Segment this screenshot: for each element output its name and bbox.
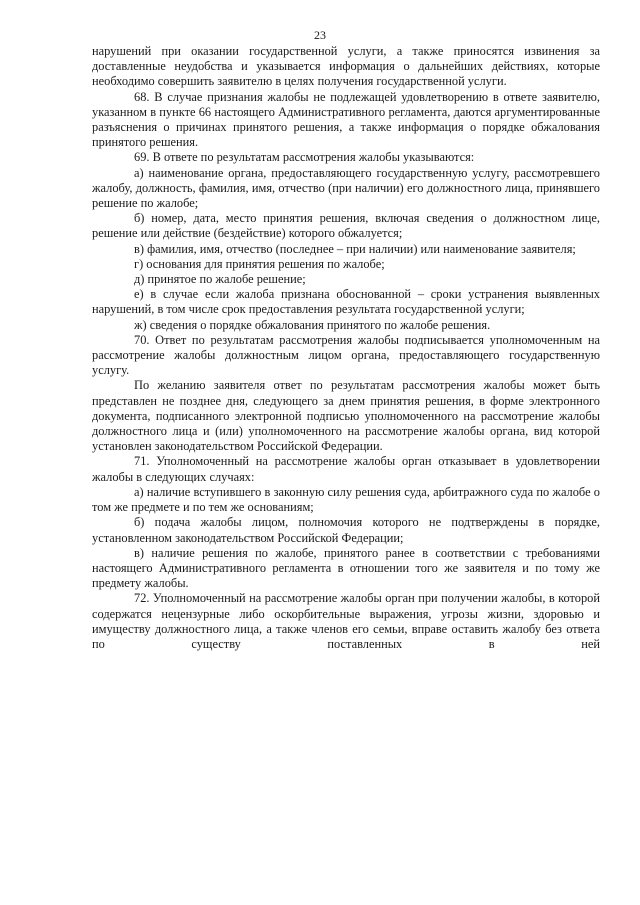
paragraph: 72. Уполномоченный на рассмотрение жалобы орган при получении жалобы, в которой содержатся нецензурные либо оскорбительные выражения, угрозы жизни, здоровью и имуществу должностного лица, а также членов его семьи, вправе оставить жалобу без ответа по существу поставленных в ней bbox=[92, 591, 600, 651]
list-item: в) фамилия, имя, отчество (последнее – при наличии) или наименование заявителя; bbox=[134, 241, 576, 256]
paragraph: 71. Уполномоченный на рассмотрение жалобы орган отказывает в удовлетворении жалобы в следующих случаях: bbox=[92, 454, 600, 484]
list-item: а) наличие вступившего в законную силу решения суда, арбитражного суда по жалобе о том же предмете и по тем же основаниям; bbox=[92, 484, 600, 515]
list-item: б) подача жалобы лицом, полномочия которого не подтверждены в порядке, установленном законодательством Российской Федерации; bbox=[92, 515, 600, 545]
list-item: г) основания для принятия решения по жалобе; bbox=[134, 256, 385, 271]
paragraph: 70. Ответ по результатам рассмотрения жалобы подписывается уполномоченным на рассмотрение жалобы должностным лицом органа, предоставляющего государственную услугу. bbox=[92, 332, 600, 378]
list-item: ж) сведения о порядке обжалования принятого по жалобе решения. bbox=[134, 317, 491, 332]
list-item: б) номер, дата, место принятия решения, включая сведения о должностном лице, решение или действие (бездействие) которого обжалуется; bbox=[92, 211, 600, 241]
body-text bbox=[92, 44, 600, 652]
list-item: а) наименование органа, предоставляющего государственную услугу, рассмотревшего жалобу, должность, фамилия, имя, отчество (при наличии) его должностного лица, принявшего решение по жалобе; bbox=[92, 165, 600, 211]
page-number: 23 bbox=[314, 28, 326, 42]
paragraph: 69. В ответе по результатам рассмотрения жалобы указываются: bbox=[134, 150, 475, 165]
list-item: е) в случае если жалоба признана обоснованной – сроки устранения выявленных нарушений, в том числе срок предоставления результата государственной услуги; bbox=[92, 287, 600, 317]
paragraph: нарушений при оказании государственной услуги, а также приносятся извинения за доставленные неудобства и указывается информация о дальнейших действиях, которые необходимо совершить заявителю в целях получения государственной услуги. bbox=[92, 44, 600, 89]
paragraph: 68. В случае признания жалобы не подлежащей удовлетворению в ответе заявителю, указанном в пункте 66 настоящего Административного регламента, даются аргументированные разъяснения о причинах принятого решения, а также информация о порядке обжалования принятого решения. bbox=[92, 89, 600, 150]
list-item: д) принятое по жалобе решение; bbox=[134, 272, 306, 287]
paragraph: По желанию заявителя ответ по результатам рассмотрения жалобы может быть представлен не позднее дня, следующего за днем принятия решения, в форме электронного документа, подписанного электронной подписью уполномоченного на рассмотрение жалобы должностного лица и (или) уполномоченного на рассмотрение жалобы органа, вид которой установлен законодательством Российской Федерации. bbox=[92, 378, 600, 454]
list-item: в) наличие решения по жалобе, принятого ранее в соответствии с требованиями настоящего Административного регламента в отношении того же заявителя и по тому же предмету жалобы. bbox=[92, 545, 600, 591]
